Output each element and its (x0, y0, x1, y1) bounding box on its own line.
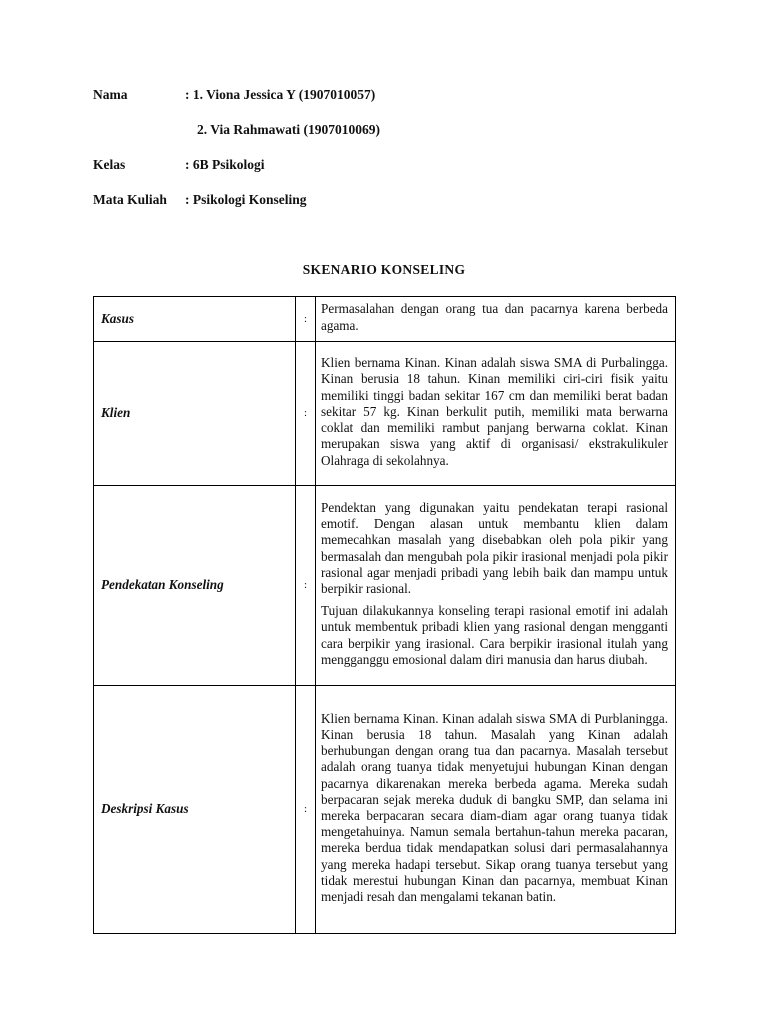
colon-cell: : (296, 297, 316, 342)
row-label: Kasus (94, 297, 296, 342)
row-content (316, 486, 676, 686)
nama-label: Nama (93, 87, 128, 102)
paragraph: Pendektan yang digunakan yaitu pendekatan terapi rasional emotif. Dengan alasan untuk membantu klien dalam memecahkan masalah yang disebabkan oleh pola pikir yang bermasalah dan mengubah pola pikir irasional menjadi pola pikir rasional agar menjadi pribadi yang lebih baik dan mampu untuk berpikir rasional. (321, 499, 668, 596)
document-title: SKENARIO KONSELING (302, 262, 466, 277)
row-content (316, 297, 676, 342)
paragraph: Klien bernama Kinan. Kinan adalah siswa SMA di Purbalingga. Kinan berusia 18 tahun. Kinan memiliki ciri-ciri fisik yaitu memiliki tinggi badan sekitar 167 cm dan memiliki berat badan sekitar 57 kg. Kinan berkulit putih, memiliki mata berwarna coklat dan memiliki rambut panjang berwarna coklat. Kinan merupakan siswa yang aktif di organisasi/ ekstrakulikuler Olahraga di sekolahnya. (321, 355, 668, 468)
table-row-kasus (94, 297, 676, 342)
row-content (316, 342, 676, 486)
colon-cell: : (296, 486, 316, 686)
kelas-label: Kelas (93, 157, 126, 172)
row-content (316, 686, 676, 934)
table-row-deskripsi-kasus (94, 686, 676, 934)
paragraph: Permasalahan dengan orang tua dan pacarnya karena berbeda agama. (321, 301, 668, 333)
mata-kuliah-label: Mata Kuliah (93, 192, 167, 207)
nama-value-1: : 1. Viona Jessica Y (1907010057) (185, 87, 376, 102)
kelas-value: : 6B Psikologi (185, 157, 265, 172)
paragraph: Klien bernama Kinan. Kinan adalah siswa SMA di Purblaningga. Kinan berusia 18 tahun. Masalah yang Kinan adalah berhubungan dengan orang tua dan pacarnya. Masalah tersebut adalah orang tuanya tidak menyetujui hubungan Kinan dengan pacarnya dikarenakan mereka berbeda agama. Mereka sudah berpacaran sejak mereka duduk di bangku SMP, dan selama ini mereka berpacaran secara diam-diam agar orang tuanya tidak mengetahuinya. Namun semala bertahun-tahun mereka pacaran, mereka berdua tidak mendapatkan solusi dari permasalahannya yang mereka hadapi tersebut. Sikap orang tuanya tersebut yang tidak merestui hubungan Kinan dan pacarnya, membuat Kinan menjadi resah dan mengalami tekanan batin. (321, 710, 668, 905)
mata-kuliah-value: : Psikologi Konseling (185, 192, 307, 207)
table-row-pendekatan-konseling (94, 486, 676, 686)
row-label: Klien (94, 342, 296, 486)
colon-cell: : (296, 686, 316, 934)
scenario-table (93, 296, 676, 934)
row-label: Pendekatan Konseling (94, 486, 296, 686)
row-label: Deskripsi Kasus (94, 686, 296, 934)
paragraph: Tujuan dilakukannya konseling terapi rasional emotif ini adalah untuk membentuk pribadi klien yang rasional dengan mengganti cara berpikir yang irasional. Cara berpikir irasional itulah yang mengganggu emosional dalam diri manusia dan harus diubah. (321, 603, 668, 667)
colon-cell: : (296, 342, 316, 486)
nama-value-2: 2. Via Rahmawati (1907010069) (197, 122, 380, 137)
table-row-klien (94, 342, 676, 486)
